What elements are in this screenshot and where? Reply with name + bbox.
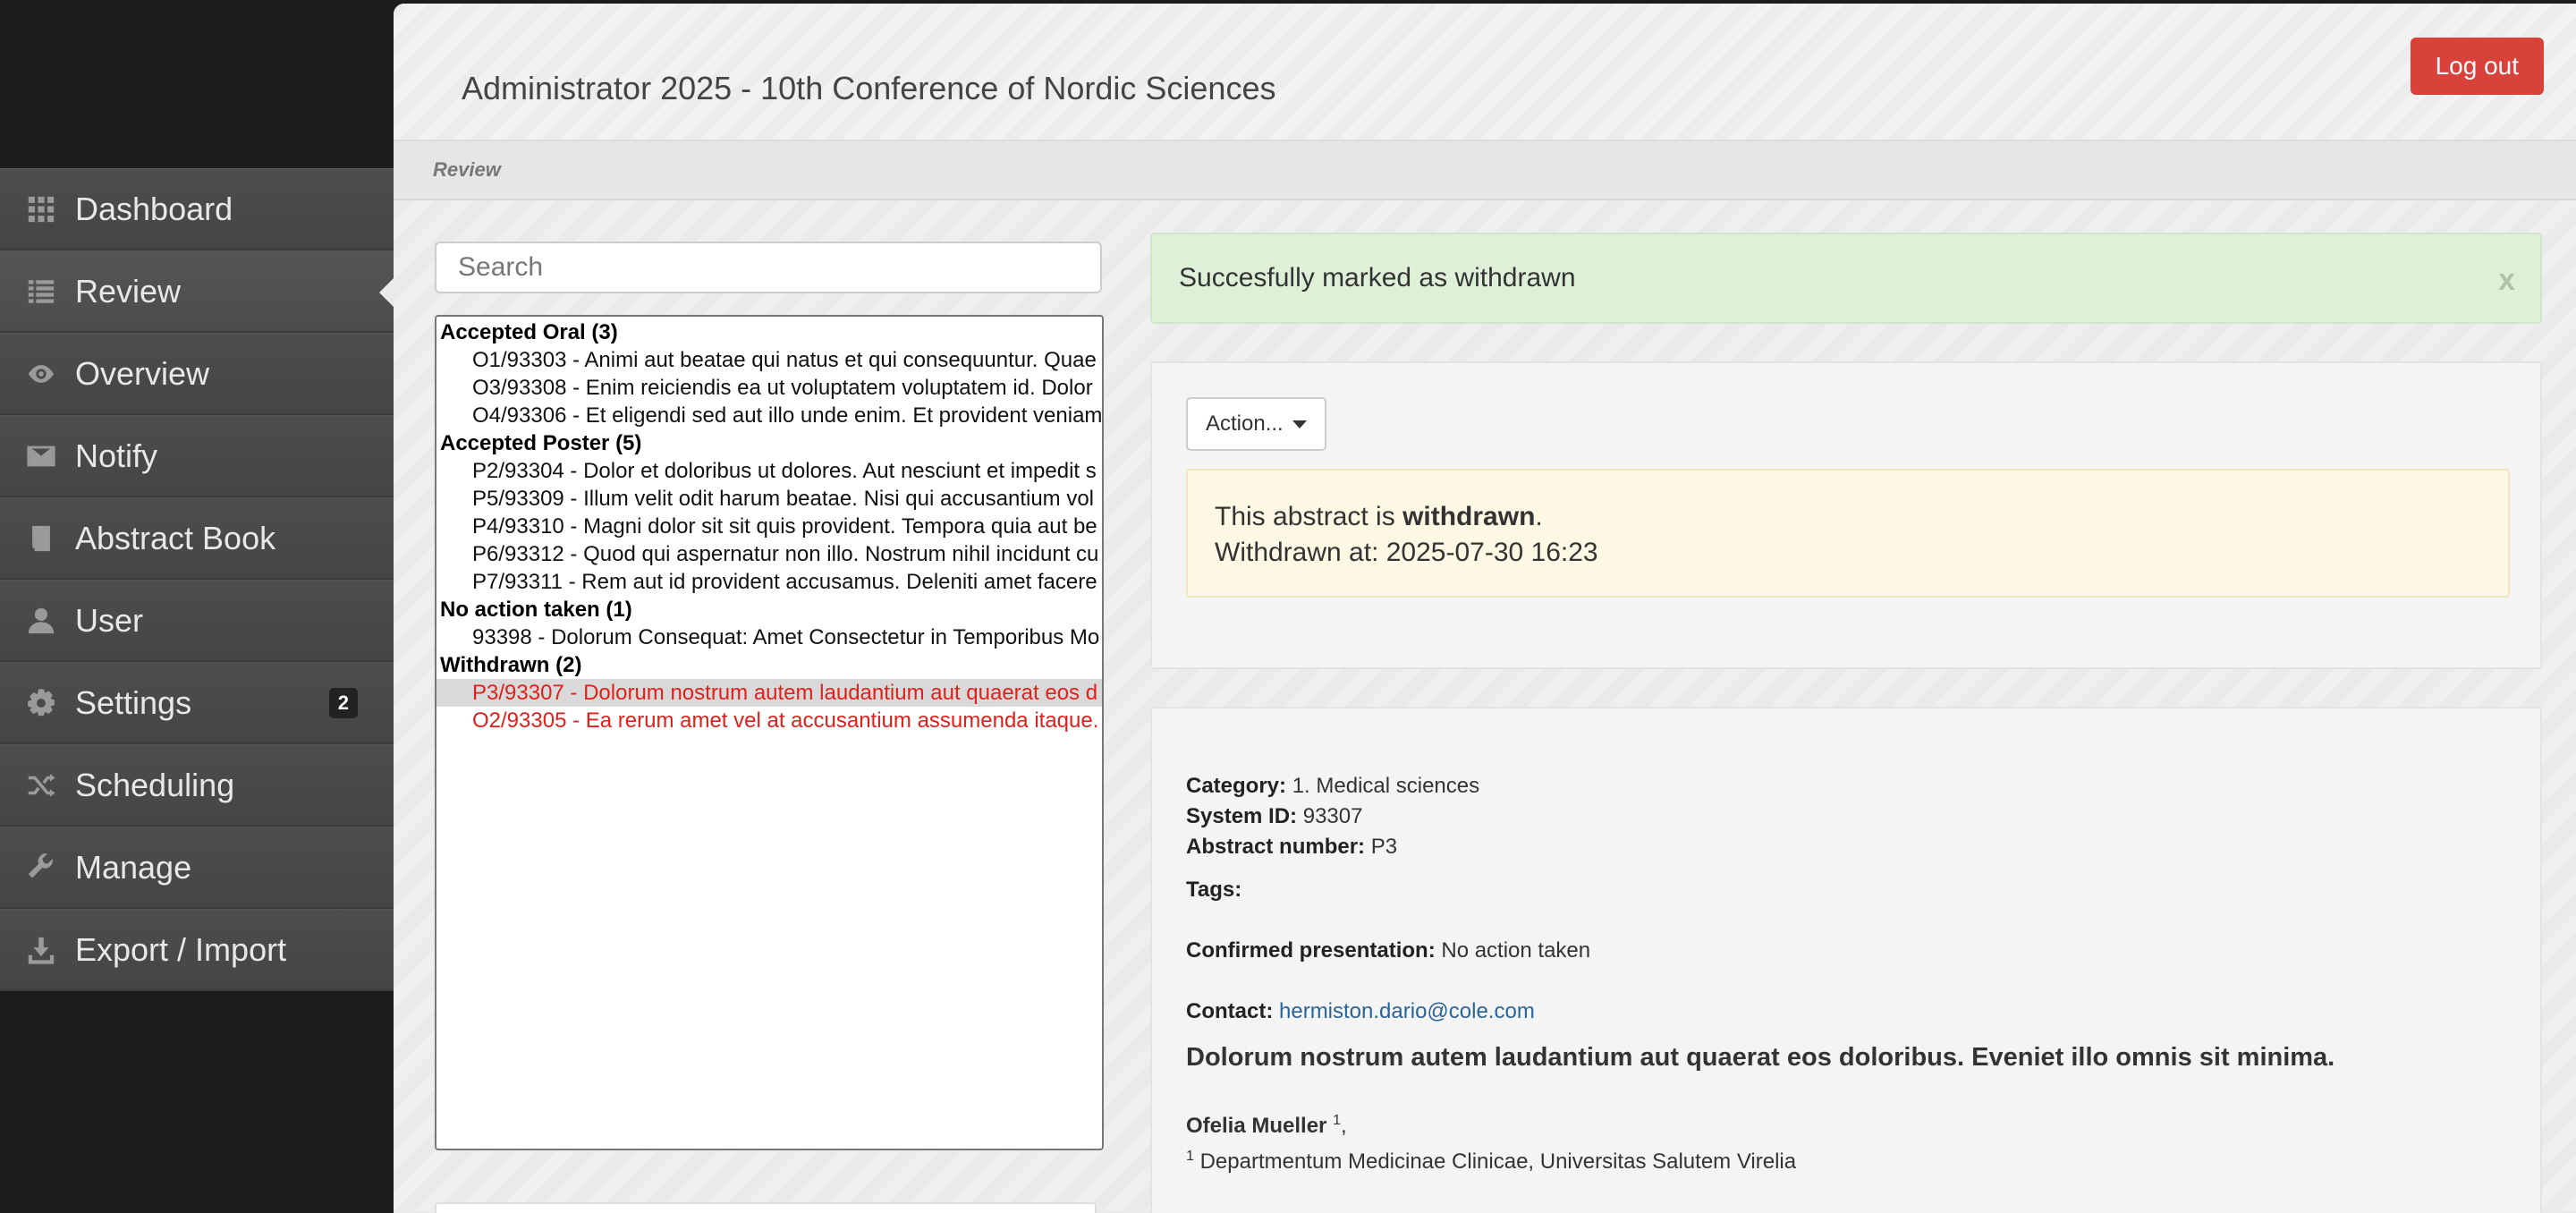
author-suffix: ,: [1340, 1114, 1347, 1138]
status-prefix: This abstract is: [1215, 502, 1403, 531]
breadcrumb[interactable]: Review: [433, 158, 501, 181]
category-value: 1. Medical sciences: [1292, 774, 1480, 798]
action-panel: [1150, 361, 2542, 669]
contact-row: [1186, 997, 2510, 1027]
sidebar-item-overview[interactable]: [0, 333, 394, 415]
download-icon: [25, 934, 57, 966]
logout-button[interactable]: Log out: [2411, 38, 2544, 95]
envelope-icon: [25, 440, 57, 472]
author-line: [1186, 1106, 2510, 1141]
page-title: Administrator 2025 - 10th Conference of Nordic Sciences: [462, 70, 1276, 106]
active-caret: [379, 278, 394, 307]
group-label-no-action: No action taken (1): [440, 598, 632, 622]
group-label-accepted-oral: Accepted Oral (3): [440, 320, 618, 344]
confirmed-value: No action taken: [1441, 938, 1591, 963]
wrench-icon: [25, 852, 57, 884]
sidebar-item-label: Manage: [75, 848, 192, 886]
list-item[interactable]: P5/93309 - Illum velit odit harum beatae. Nisi qui accusantium vol: [472, 487, 1095, 511]
sidebar-item-label: Export / Import: [75, 930, 287, 968]
confirmed-row: [1186, 936, 2510, 966]
sidebar-item-label: Review: [75, 272, 182, 310]
success-alert: [1150, 233, 2542, 324]
list-item[interactable]: P4/93310 - Magni dolor sit sit quis provident. Tempora quia aut be: [472, 514, 1097, 539]
sidebar-item-scheduling[interactable]: [0, 744, 394, 827]
system-id-value: 93307: [1302, 804, 1363, 828]
affiliation-sup: 1: [1186, 1149, 1194, 1164]
settings-badge: 2: [329, 688, 358, 718]
status-value: withdrawn: [1402, 502, 1536, 531]
sidebar-item-dashboard[interactable]: [0, 168, 394, 250]
shuffle-icon: [25, 769, 57, 802]
caret-down-icon: [1292, 420, 1307, 428]
list-item[interactable]: P6/93312 - Quod qui aspernatur non illo. Nostrum nihil incidunt cu: [472, 542, 1099, 566]
sidebar-item-settings[interactable]: [0, 662, 394, 744]
sidebar-item-label: Settings: [75, 683, 192, 721]
system-id-label: System ID:: [1186, 804, 1298, 828]
abstract-listbox[interactable]: [435, 315, 1104, 1150]
sidebar-item-label: Dashboard: [75, 190, 233, 227]
gear-icon: [25, 687, 57, 719]
sidebar-item-label: Scheduling: [75, 766, 235, 803]
sidebar-item-label: Overview: [75, 354, 210, 392]
sidebar-item-notify[interactable]: [0, 415, 394, 497]
grid-icon: [25, 193, 57, 225]
list-item[interactable]: 93398 - Dolorum Consequat: Amet Consectetur in Temporibus Mo: [472, 625, 1100, 649]
contact-email-link[interactable]: hermiston.dario@cole.com: [1279, 999, 1535, 1023]
action-dropdown-label: Action...: [1206, 411, 1284, 436]
list-item[interactable]: O1/93303 - Animi aut beatae qui natus et qui consequuntur. Quae: [472, 348, 1097, 372]
search-input[interactable]: [435, 242, 1102, 293]
abstract-detail: [1186, 771, 2510, 1177]
sidebar-item-review[interactable]: [0, 250, 394, 333]
alert-close-button[interactable]: x: [2498, 263, 2515, 297]
list-item[interactable]: P7/93311 - Rem aut id provident accusamus. Deleniti amet facere: [472, 570, 1097, 594]
secondary-panel: [435, 1202, 1097, 1213]
sidebar-item-abstract-book[interactable]: [0, 497, 394, 580]
main-panel: [394, 4, 2576, 1213]
eye-icon: [25, 358, 57, 390]
sidebar-item-label: User: [75, 601, 144, 639]
author-name: Ofelia Mueller: [1186, 1114, 1327, 1138]
list-item[interactable]: O3/93308 - Enim reiciendis ea ut voluptatem voluptatem id. Dolor: [472, 376, 1093, 400]
contact-label: Contact:: [1186, 999, 1274, 1023]
category-label: Category:: [1186, 774, 1287, 798]
tags-label: Tags:: [1186, 878, 1242, 902]
content-area: [394, 200, 2576, 1211]
withdrawn-at: Withdrawn at: 2025-07-30 16:23: [1215, 538, 1598, 567]
user-icon: [25, 605, 57, 637]
list-icon: [25, 276, 57, 308]
action-dropdown-button[interactable]: [1186, 397, 1326, 451]
list-item[interactable]: O4/93306 - Et eligendi sed aut illo unde enim. Et provident veniam: [472, 403, 1102, 428]
list-item[interactable]: P2/93304 - Dolor et doloribus ut dolores. Aut nesciunt et impedit s: [472, 459, 1097, 483]
sidebar-item-label: Notify: [75, 437, 158, 474]
list-item-selected[interactable]: P3/93307 - Dolorum nostrum autem laudantium aut quaerat eos d: [436, 679, 1102, 707]
breadcrumb-bar: [394, 141, 2576, 200]
group-label-accepted-poster: Accepted Poster (5): [440, 431, 642, 455]
abstract-number-value: P3: [1370, 835, 1398, 859]
group-label-withdrawn: Withdrawn (2): [440, 653, 582, 677]
sidebar-item-label: Abstract Book: [75, 519, 276, 556]
status-line: [1215, 499, 2481, 535]
abstract-number-label: Abstract number:: [1186, 835, 1366, 859]
confirmed-label: Confirmed presentation:: [1186, 938, 1436, 963]
status-suffix: .: [1535, 502, 1543, 531]
sidebar-item-export-import[interactable]: [0, 909, 394, 991]
abstract-number-row: [1186, 832, 2510, 862]
book-icon: [25, 522, 57, 555]
affiliation: Departmentum Medicinae Clinicae, Universitas Salutem Virelia: [1199, 1149, 1797, 1174]
alert-message: Succesfully marked as withdrawn: [1179, 263, 1576, 293]
abstract-detail-panel: [1150, 707, 2542, 1213]
sidebar-item-manage[interactable]: [0, 827, 394, 909]
withdrawn-status-box: [1186, 469, 2510, 598]
header: [394, 4, 2576, 141]
affiliation-line: [1186, 1141, 2510, 1177]
author-affiliation-sup: 1: [1333, 1113, 1341, 1128]
sidebar: [0, 168, 394, 991]
system-id-row: [1186, 802, 2510, 832]
category-row: [1186, 771, 2510, 802]
list-item[interactable]: O2/93305 - Ea rerum amet vel at accusantium assumenda itaque.: [472, 708, 1099, 733]
sidebar-item-user[interactable]: [0, 580, 394, 662]
tags-row: [1186, 875, 2510, 905]
abstract-title: Dolorum nostrum autem laudantium aut quaerat eos doloribus. Eveniet illo omnis sit minima.: [1186, 1043, 2335, 1072]
